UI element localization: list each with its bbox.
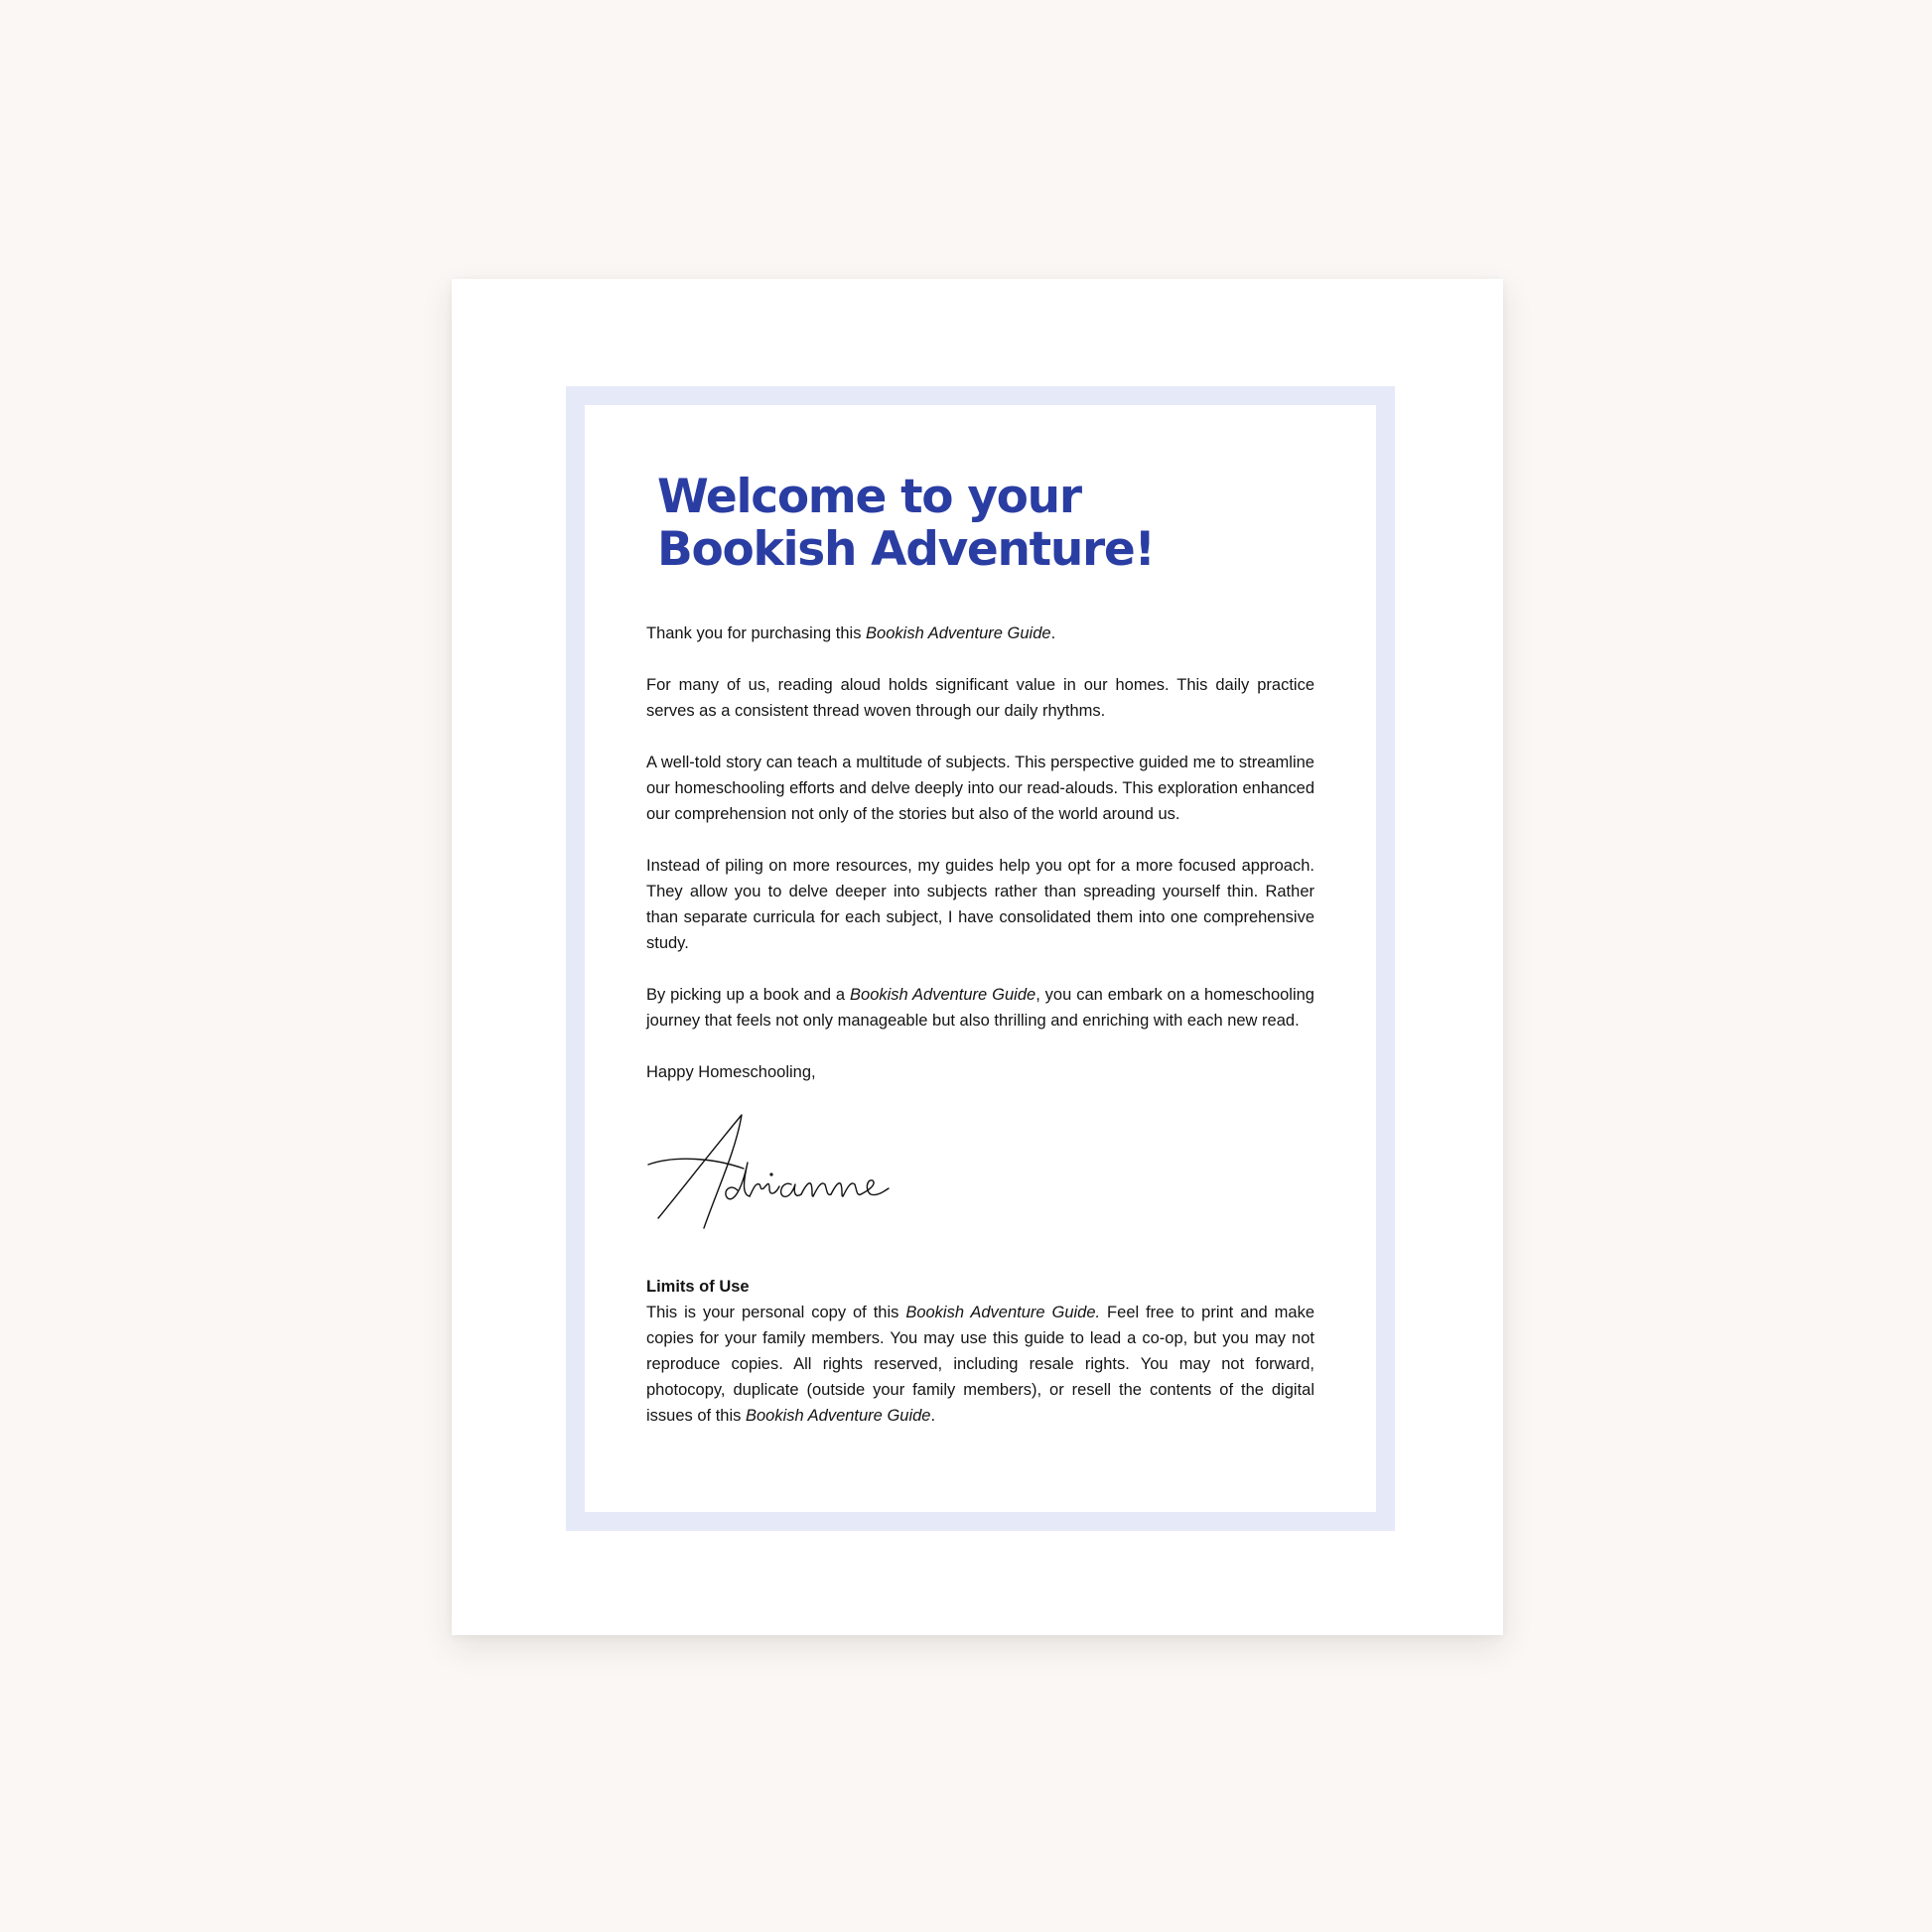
- limits-text: Feel free to print and make copies for your family members. You may use this guide to lead a co-op, but you may not reproduce copies. All rights reserved, including resale rights. You may not forward, photocopy, duplicate (outside your family members), or resell the contents of the digital issues of this: [646, 1304, 1315, 1425]
- paragraph-text: , you can embark on a homeschooling journey that feels not only manageable but also thrilling and enriching with each new read.: [646, 986, 1314, 1030]
- paragraph-text: .: [1050, 624, 1056, 642]
- paragraph-homeschool-journey: [646, 982, 1314, 1034]
- paragraph-text: Thank you for purchasing this: [646, 624, 867, 642]
- document-page: [452, 279, 1503, 1635]
- guide-title-italic: Bookish Adventure Guide: [745, 1407, 931, 1425]
- title-line-2: Bookish Adventure!: [657, 522, 1155, 577]
- title-line-1: Welcome to your: [657, 470, 1081, 524]
- signature-adrianne: [646, 1111, 895, 1230]
- limits-text: This is your personal copy of this: [646, 1304, 906, 1321]
- paragraph-thank-you: [646, 621, 1314, 646]
- limits-of-use-section: [646, 1274, 1314, 1429]
- limits-heading: Limits of Use: [646, 1278, 750, 1296]
- letter-body: [646, 621, 1314, 1230]
- paragraph-reading-aloud: For many of us, reading aloud holds significant value in our homes. This daily practice serves as a consistent thread woven through our daily rhythms.: [646, 676, 1314, 720]
- limits-text: .: [930, 1407, 936, 1425]
- guide-title-italic: Bookish Adventure Guide: [850, 986, 1036, 1004]
- page-title: [657, 471, 1314, 576]
- page-border-frame: [566, 386, 1395, 1531]
- paragraph-focused-approach: Instead of piling on more resources, my guides help you opt for a more focused approach. They allow you to delve deeper into subjects rather than spreading yourself thin. Rather than separate curricula for each subject, I have consolidated them into one comprehensive study.: [646, 857, 1314, 952]
- paragraph-text: By picking up a book and a: [646, 986, 851, 1004]
- guide-title-italic: Bookish Adventure Guide.: [905, 1304, 1101, 1321]
- paragraph-well-told-story: A well-told story can teach a multitude of subjects. This perspective guided me to streamline our homeschooling efforts and delve deeply into our read-alouds. This exploration enhanced our comprehension not only of the stories but also of the world around us.: [646, 754, 1314, 823]
- signoff: Happy Homeschooling,: [646, 1063, 816, 1081]
- guide-title-italic: Bookish Adventure Guide: [866, 624, 1051, 642]
- letter-content: [646, 471, 1314, 1429]
